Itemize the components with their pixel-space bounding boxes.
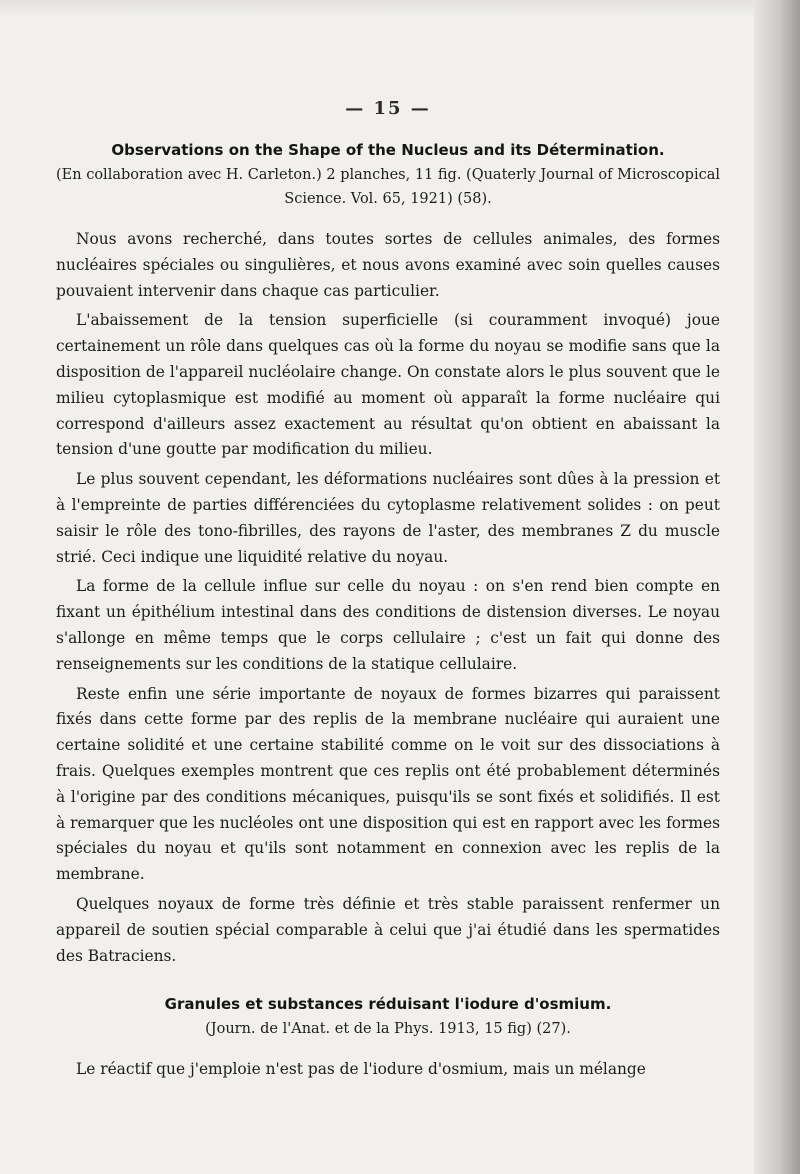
paragraph: Le réactif que j'emploie n'est pas de l'iodure d'osmium, mais un mélange	[76, 1060, 646, 1079]
citation-line: Science. Vol. 65, 1921) (58).	[284, 191, 492, 207]
paragraph: Le plus souvent cependant, les déformations nucléaires sont dûes à la pression et à l'empreinte de parties différenciées du cytoplasme relativement solides : on peut saisir le rôle des tono-fibrilles, des rayons de l'aster, des membranes Z du muscle strié. Ceci indique une liquidité relative du noyau.	[56, 470, 720, 566]
section-title: Observations on the Shape of the Nucleus and its Détermination.	[111, 141, 665, 159]
page-content	[56, 98, 720, 1087]
citation-line: (En collaboration avec H. Carleton.) 2 planches, 11 fig. (Quaterly Journal of Microscopical	[56, 167, 720, 183]
section-citation	[56, 163, 720, 211]
paragraph: Quelques noyaux de forme très définie et très stable paraissent renfermer un appareil de soutien spécial comparable à celui que j'ai étudié dans les spermatides des Batraciens.	[56, 894, 720, 965]
paragraph: L'abaissement de la tension superficielle (si couramment invoqué) joue certainement un rôle dans quelques cas où la forme du noyau se modifie sans que la disposition de l'appareil nucléolaire change. On constate alors le plus souvent que le milieu cytoplasmique est modifié au moment où apparaît la forme nucléaire qui correspond d'ailleurs assez exactement au résultat qu'on obtient en abaissant la tension d'une goutte par modification du milieu.	[56, 311, 720, 459]
page-shadow	[0, 0, 800, 18]
paragraph: Reste enfin une série importante de noyaux de formes bizarres qui paraissent fixés dans cette forme par des replis de la membrane nucléaire qui auraient une certaine solidité et une certaine stabilité comme on le voit sur des dissociations à frais. Quelques exemples montrent que ces replis ont été probablement déterminés à l'origine par des conditions mécaniques, puisqu'ils se sont fixés et solidifiés. Il est à remarquer que les nucléoles ont une disposition qui est en rapport avec les formes spéciales du noyau et qu'ils sont notamment en connexion avec les replis de la membrane.	[56, 684, 720, 884]
section-citation: (Journ. de l'Anat. et de la Phys. 1913, 15 fig) (27).	[205, 1021, 571, 1038]
page-number: — 15 —	[345, 98, 431, 119]
section-osmium-granules	[56, 995, 720, 1083]
section-title: Granules et substances réduisant l'iodure d'osmium.	[164, 995, 612, 1014]
section-nucleus-shape	[56, 141, 720, 969]
page-binding-edge	[754, 0, 800, 1174]
paragraph: La forme de la cellule influe sur celle du noyau : on s'en rend bien compte en fixant un épithélium intestinal dans des conditions de distension diverses. Le noyau s'allonge en même temps que le corps cellulaire ; c'est un fait qui donne des renseignements sur les conditions de la statique cellulaire.	[56, 577, 720, 673]
paragraph: Nous avons recherché, dans toutes sortes de cellules animales, des formes nucléaires spéciales ou singulières, et nous avons examiné avec soin quelles causes pouvaient intervenir dans chaque cas particulier.	[56, 230, 720, 300]
